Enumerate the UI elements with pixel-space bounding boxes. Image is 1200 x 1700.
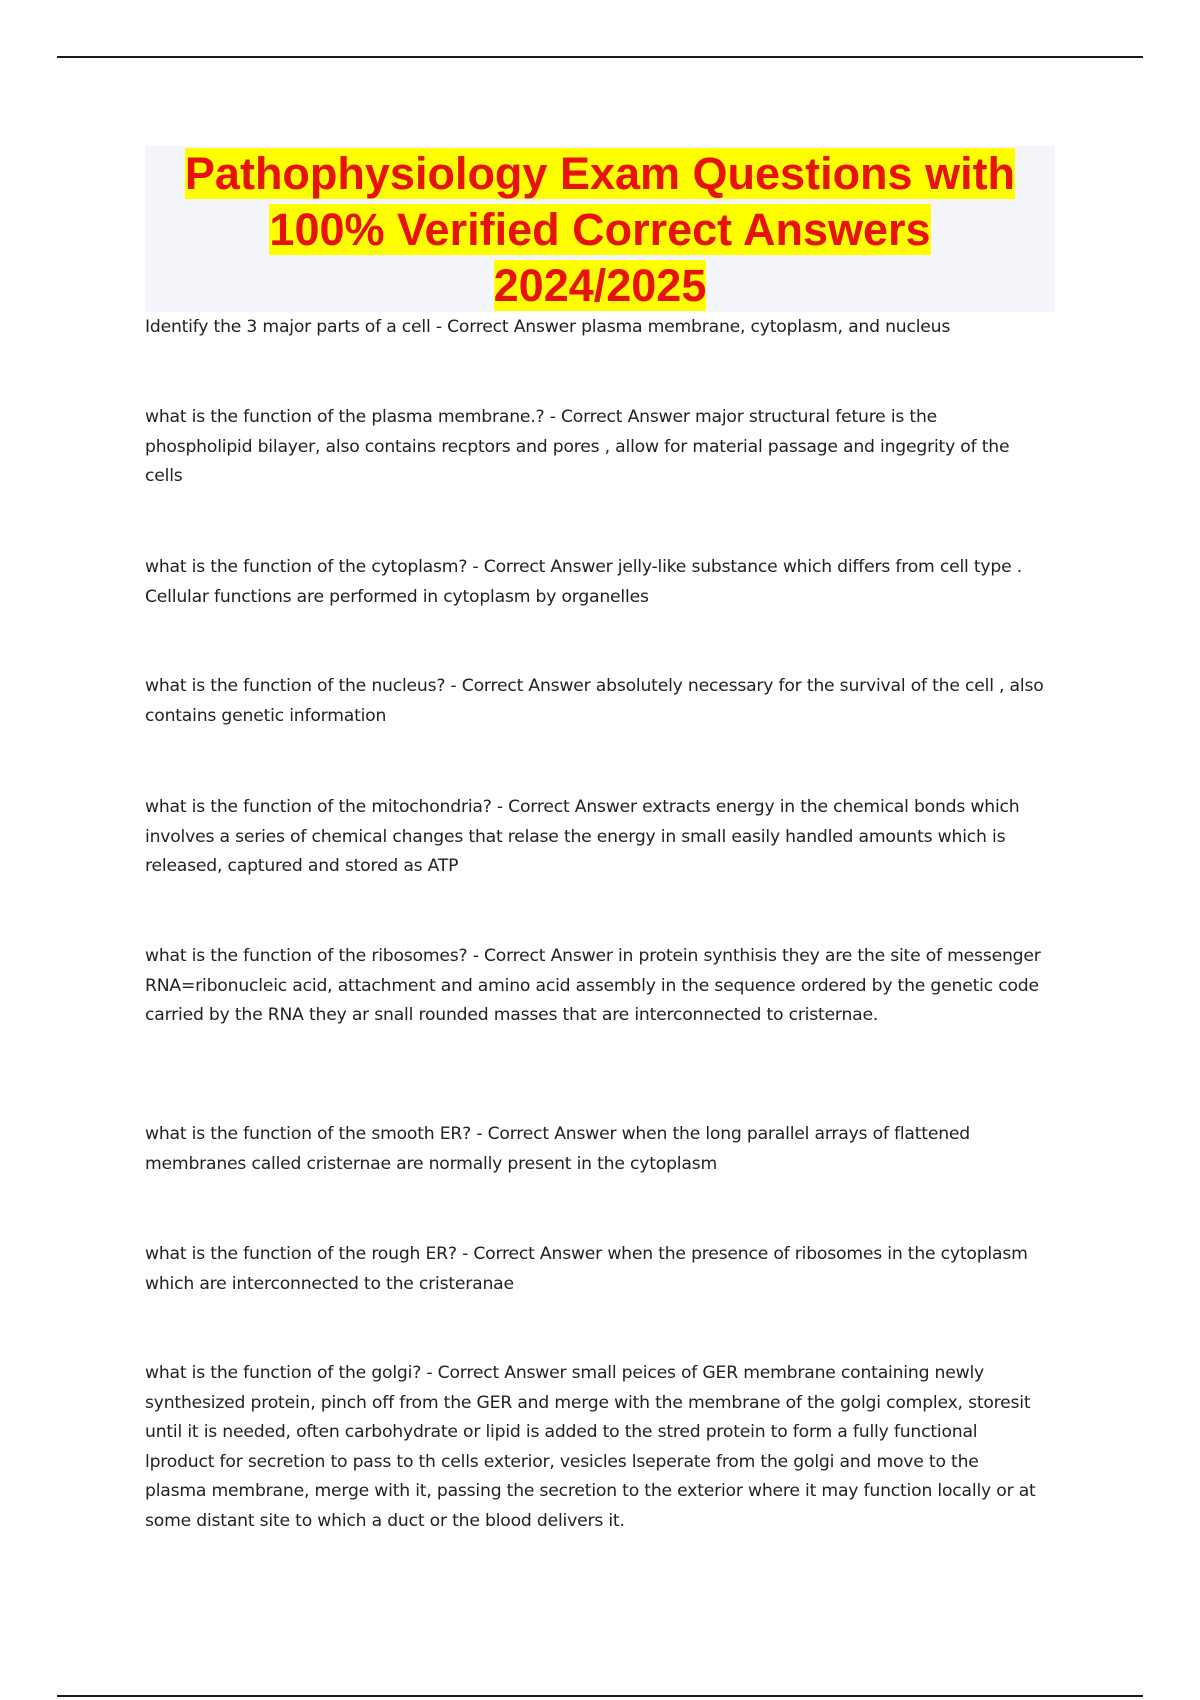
answer-separator: - Correct Answer [421, 1363, 572, 1383]
title-line-1: Pathophysiology Exam Questions with [184, 148, 1016, 199]
qa-item-5 [145, 793, 1045, 882]
question-text: what is the function of the ribosomes? [145, 946, 468, 966]
answer-separator: - Correct Answer [491, 797, 643, 817]
qa-item-7 [145, 1120, 1045, 1179]
qa-item-4 [145, 672, 1045, 731]
question-text: what is the function of the golgi? [145, 1363, 422, 1383]
answer-text: when the long parallel arrays of flattened membranes called cristernae are normally present in the cytoplasm [145, 1124, 970, 1174]
answer-separator: - Correct Answer [544, 407, 695, 427]
top-rule [57, 56, 1143, 58]
question-text: what is the function of the nucleus? [145, 676, 446, 696]
qa-item-3 [145, 553, 1045, 612]
qa-item-1 [145, 313, 1045, 343]
bottom-rule [57, 1695, 1143, 1697]
qa-item-8 [145, 1240, 1045, 1299]
answer-text: plasma membrane, cytoplasm, and nucleus [581, 317, 951, 337]
question-text: Identify the 3 major parts of a cell [145, 317, 431, 337]
title-line-3: 2024/2025 [493, 260, 707, 311]
answer-separator: - Correct Answer [471, 1124, 622, 1144]
question-text: what is the function of the mitochondria? [145, 797, 492, 817]
answer-text: when the presence of ribosomes in the cytoplasm which are interconnected to the cristeranae [145, 1244, 1028, 1294]
question-text: what is the function of the rough ER? [145, 1244, 457, 1264]
answer-separator: - Correct Answer [445, 676, 596, 696]
question-text: what is the function of the smooth ER? [145, 1124, 472, 1144]
answer-separator: - Correct Answer [467, 946, 618, 966]
answer-text: major structural feture is the phospholipid bilayer, also contains recptors and pores , allow for material passage and ingegrity of the cells [145, 407, 1010, 486]
answer-text: jelly-like substance which differs from cell type . Cellular functions are performed in cytoplasm by organelles [145, 557, 1023, 607]
qa-item-6 [145, 942, 1045, 1031]
answer-text: absolutely necessary for the survival of the cell , also contains genetic information [145, 676, 1044, 726]
qa-item-2 [145, 403, 1045, 492]
answer-text: small peices of GER membrane containing newly synthesized protein, pinch off from the GER and merge with the membrane of the golgi complex, storesit until it is needed, often carbohydrate or lipid is added to the stred protein to form a fully functional lproduct for secretion to pass to th cells exterior, vesicles lseperate from the golgi and move to the plasma membrane, merge with it, passing the secretion to the exterior where it may function locally or at some distant site to which a duct or the blood delivers it. [145, 1363, 1036, 1531]
answer-separator: - Correct Answer [467, 557, 618, 577]
qa-item-9 [145, 1359, 1045, 1536]
title-line-2: 100% Verified Correct Answers [269, 204, 931, 255]
answer-separator: - Correct Answer [456, 1244, 608, 1264]
answer-separator: - Correct Answer [430, 317, 582, 337]
answer-text: in protein synthisis they are the site of messenger RNA=ribonucleic acid, attachment and amino acid assembly in the sequence ordered by the genetic code carried by the RNA they ar snall rounded masses that are interconnected to cristernae. [145, 946, 1041, 1025]
question-text: what is the function of the cytoplasm? [145, 557, 468, 577]
question-text: what is the function of the plasma membrane.? [145, 407, 545, 427]
answer-text: extracts energy in the chemical bonds which involves a series of chemical changes that relase the energy in small easily handled amounts which is released, captured and stored as ATP [145, 797, 1020, 876]
document-title [145, 146, 1055, 312]
